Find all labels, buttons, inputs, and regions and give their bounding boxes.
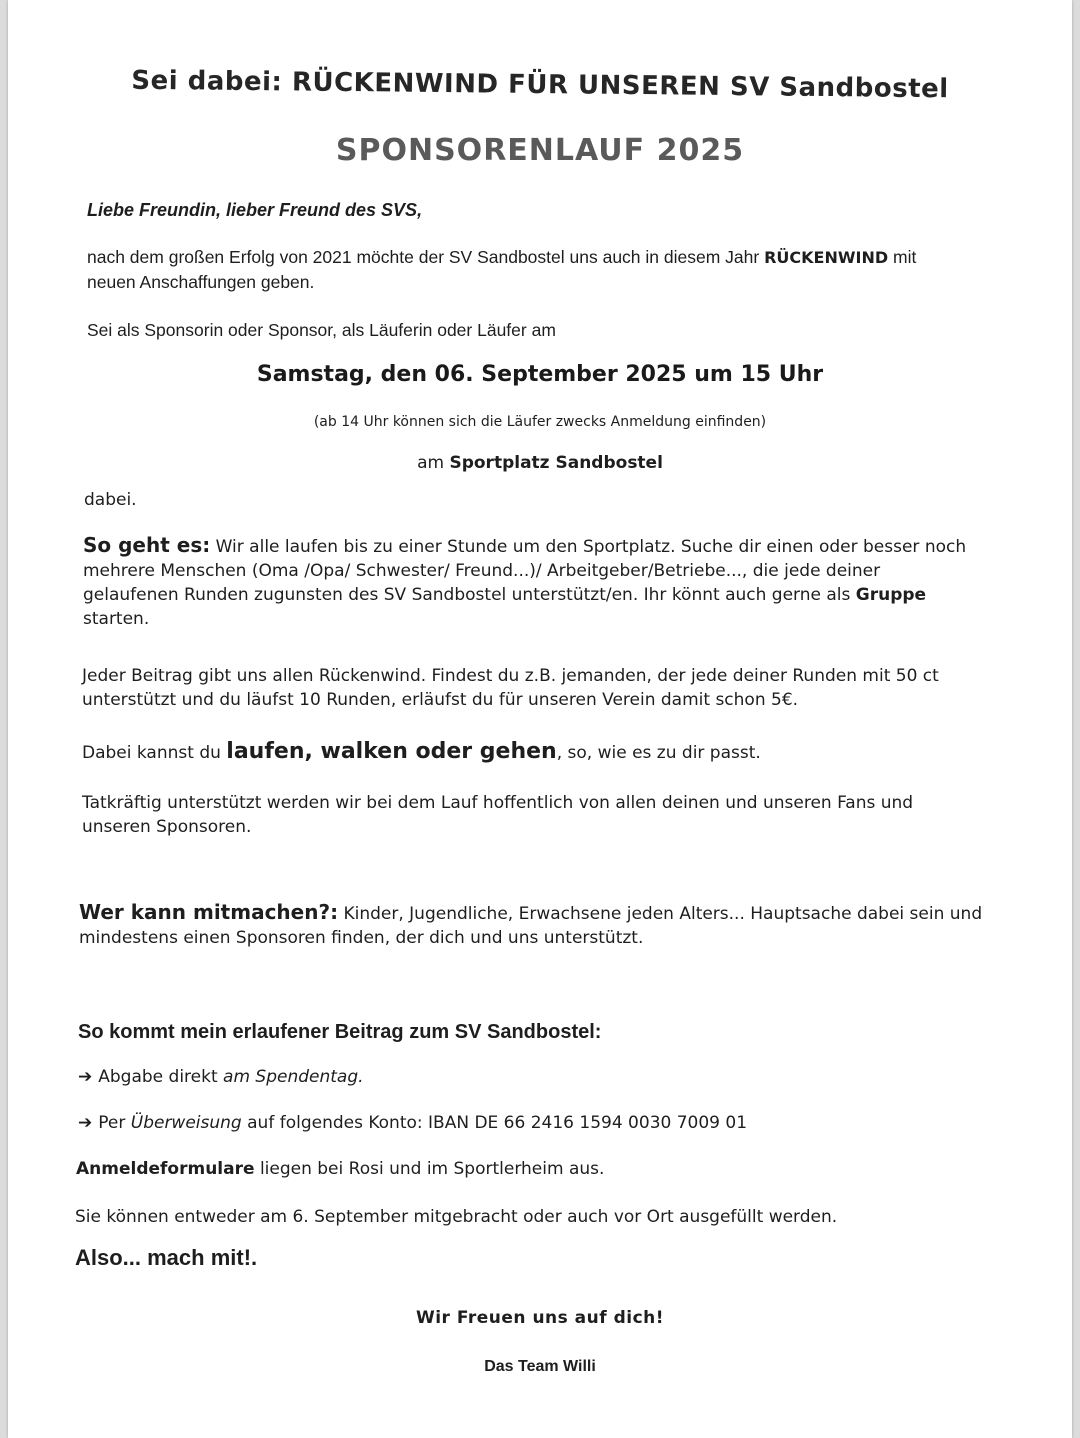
so-geht-es-line3: gelaufenen Runden zugunsten des SV Sandbostel unterstützt/en. Ihr könnt auch gerne als xyxy=(83,585,851,605)
beitrag-line1: Jeder Beitrag gibt uns allen Rückenwind. Findest du z.B. jemanden, der jede deiner Runden mit 50 ct xyxy=(82,666,939,686)
intro-line1-c: mit xyxy=(893,247,917,267)
registration-note: (ab 14 Uhr können sich die Läufer zwecks Anmeldung einfinden) xyxy=(313,414,767,430)
tatkraeftig-line1: Tatkräftig unterstützt werden wir bei dem Lauf hoffentlich von allen deinen und unseren Fans und xyxy=(82,793,914,813)
dabei-kannst-emph: laufen, walken oder gehen xyxy=(226,739,557,764)
kommt-heading: So kommt mein erlaufener Beitrag zum SV Sandbostel: xyxy=(78,1021,602,1043)
arrow-right-icon: ➔ xyxy=(78,1113,93,1133)
abgabe-line xyxy=(78,1065,364,1089)
intro-paragraph xyxy=(87,245,916,294)
anmelde-label: Anmeldeformulare xyxy=(76,1159,255,1179)
ueberweisung-prefix: Per xyxy=(98,1113,126,1133)
wer-paragraph xyxy=(79,900,982,950)
also-text: Also... mach mit!. xyxy=(75,1245,258,1270)
abgabe-text: Abgabe direkt xyxy=(98,1067,218,1087)
so-geht-es-gruppe: Gruppe xyxy=(855,585,927,605)
so-geht-es-paragraph xyxy=(83,533,966,631)
koennen-text: Sie können entweder am 6. September mitgebracht oder auch vor Ort ausgefüllt werden. xyxy=(75,1207,838,1227)
so-geht-es-label: So geht es: xyxy=(83,533,211,557)
signature: Das Team Willi xyxy=(484,1358,596,1375)
anmelde-line xyxy=(76,1157,604,1181)
wer-label: Wer kann mitmachen?: xyxy=(79,900,339,924)
dabei-kannst-prefix: Dabei kannst du xyxy=(82,743,221,763)
location-place: Sportplatz Sandbostel xyxy=(449,453,663,473)
ueberweisung-line xyxy=(78,1111,747,1135)
page-title: Sei dabei: RÜCKENWIND FÜR UNSEREN SV Sandbostel xyxy=(131,65,949,105)
dabei-kannst-paragraph xyxy=(82,740,761,765)
flyer-page xyxy=(8,0,1072,1438)
so-geht-es-line2: mehrere Menschen (Oma /Opa/ Schwester/ Freund...)/ Arbeitgeber/Betriebe..., die jede deiner xyxy=(83,561,881,581)
wer-line1: Kinder, Jugendliche, Erwachsene jeden Alters... Hauptsache dabei sein und xyxy=(343,904,983,924)
greeting: Liebe Freundin, lieber Freund des SVS, xyxy=(87,200,423,220)
event-date: Samstag, den 06. September 2025 um 15 Uhr xyxy=(256,362,824,387)
invite-text: Sei als Sponsorin oder Sponsor, als Läuferin oder Läufer am xyxy=(87,320,556,340)
closing-text: Wir Freuen uns auf dich! xyxy=(415,1308,665,1328)
intro-line2: neuen Anschaffungen geben. xyxy=(87,272,315,292)
intro-line1-a: nach dem großen Erfolg von 2021 möchte der SV Sandbostel uns auch in diesem Jahr xyxy=(87,247,760,267)
intro-rueckenwind: RÜCKENWIND xyxy=(764,248,889,267)
so-geht-es-line4: starten. xyxy=(83,609,150,629)
ueberweisung-emph: Überweisung xyxy=(130,1113,242,1133)
tatkraeftig-paragraph xyxy=(82,791,913,839)
dabei-kannst-suffix: , so, wie es zu dir passt. xyxy=(556,743,761,763)
page-subtitle: SPONSORENLAUF 2025 xyxy=(335,133,745,168)
beitrag-line2: unterstützt und du läufst 10 Runden, erläufst du für unseren Verein damit schon 5€. xyxy=(82,690,799,710)
tatkraeftig-line2: unseren Sponsoren. xyxy=(82,817,252,837)
anmelde-text: liegen bei Rosi und im Sportlerheim aus. xyxy=(259,1159,605,1179)
location-prefix: am xyxy=(417,453,445,473)
location-line xyxy=(8,451,1072,475)
arrow-right-icon: ➔ xyxy=(78,1067,93,1087)
so-geht-es-line1: Wir alle laufen bis zu einer Stunde um den Sportplatz. Suche dir einen oder besser noch xyxy=(215,537,967,557)
dabei-text: dabei. xyxy=(84,490,137,510)
ueberweisung-text: auf folgendes Konto: IBAN DE 66 2416 1594 0030 7009 01 xyxy=(247,1113,748,1133)
wer-line2: mindestens einen Sponsoren finden, der dich und uns unterstützt. xyxy=(79,928,644,948)
beitrag-paragraph xyxy=(82,664,939,712)
abgabe-emph: am Spendentag. xyxy=(223,1067,364,1087)
